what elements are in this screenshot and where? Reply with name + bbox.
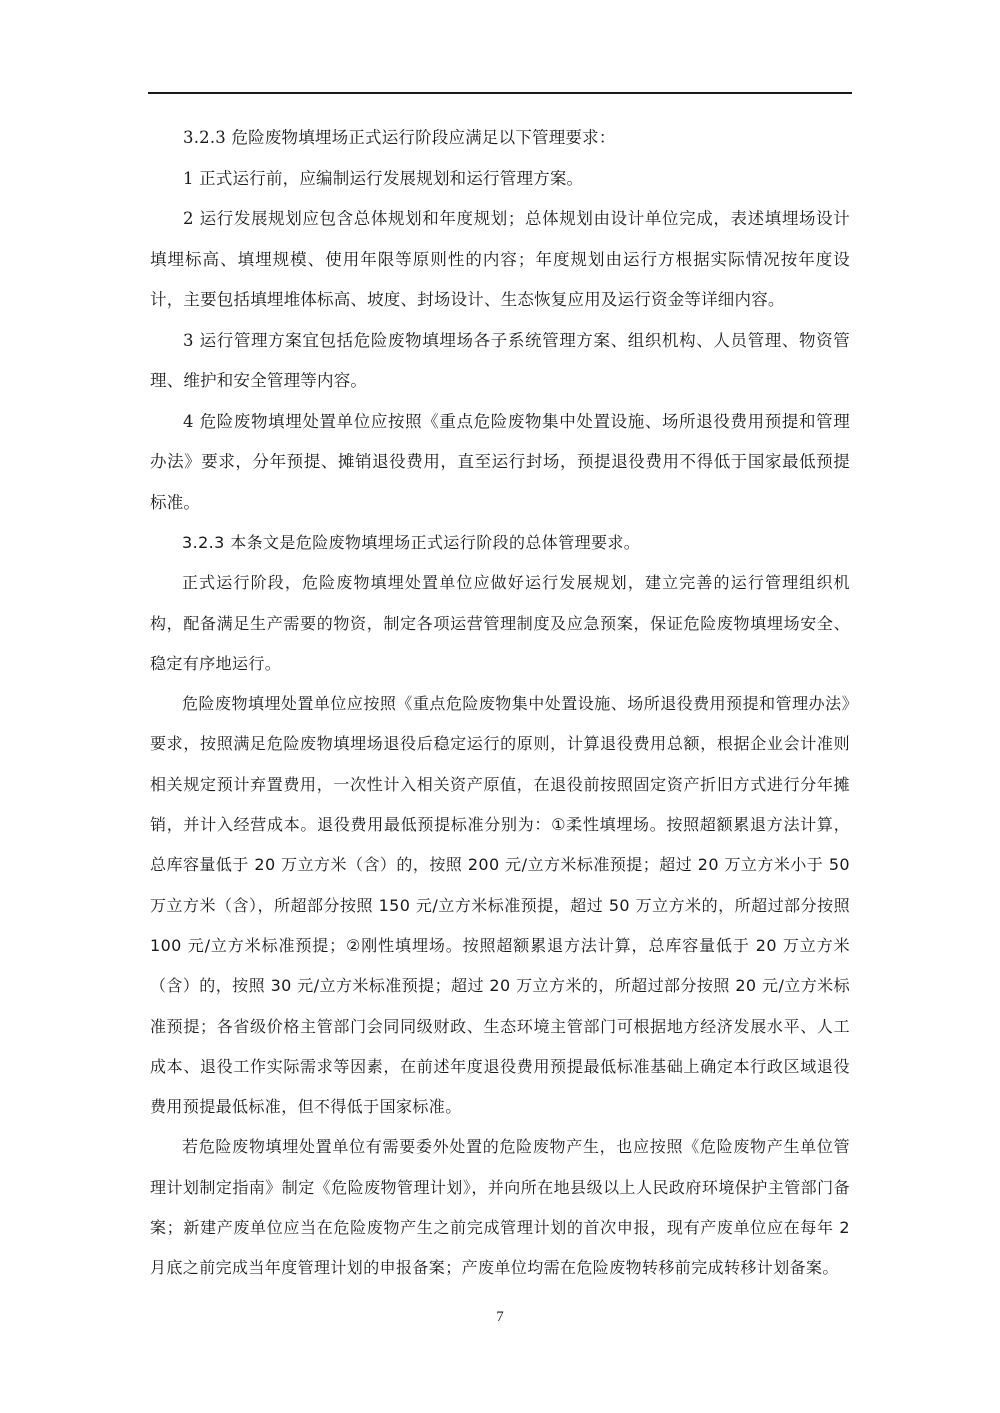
page-number: 7 bbox=[496, 1309, 504, 1325]
clause-item-4: 4 危险废物填埋处置单位应按照《重点危险废物集中处置设施、场所退役费用预提和管理办法》要求，分年预提、摊销退役费用，直至运行封场，预提退役费用不得低于国家最低预提标准。 bbox=[150, 411, 850, 512]
commentary-paragraph: 危险废物填埋处置单位应按照《重点危险废物集中处置设施、场所退役费用预提和管理办法》要求，按照满足危险废物填埋场退役后稳定运行的原则，计算退役费用总额，根据企业会计准则相关规定预计弃置费用，一次性计入相关资产原值，在退役前按照固定资产折旧方式进行分年摊销，并计入经营成本。退役费用最低预提标准分别为：①柔性填埋场。按照超额累退方法计算，总库容量低于 20 万立方米（含）的，按照 200 元/立方米标准预提；超过 20 万立方米小于 50 万立方米（含），所超部分按照 150 元/立方米标准预提，超过 50 万立方米的，所超过部分按照 100 元/立方米标准预提；②刚性填埋场。按照超额累退方法计算，总库容量低于 20 万立方米（含）的，按照 30 元/立方米标准预提；超过 20 万立方米的，所超过部分按照 20 元/立方米标准预提；各省级价格主管部门会同同级财政、生态环境主管部门可根据地方经济发展水平、人工成本、退役工作实际需求等因素，在前述年度退役费用预提最低标准基础上确定本行政区域退役费用预提最低标准，但不得低于国家标准。 bbox=[150, 694, 850, 1117]
clause-section bbox=[150, 118, 850, 523]
header-rule bbox=[148, 92, 852, 94]
clause-item-2: 2 运行发展规划应包含总体规划和年度规划；总体规划由设计单位完成，表述填埋场设计填埋标高、填埋规模、使用年限等原则性的内容；年度规划由运行方根据实际情况按年度设计，主要包括填埋堆体标高、坡度、封场设计、生态恢复应用及运行资金等详细内容。 bbox=[150, 209, 850, 309]
commentary-paragraph: 正式运行阶段，危险废物填埋处置单位应做好运行发展规划，建立完善的运行管理组织机构，配备满足生产需要的物资，制定各项运营管理制度及应急预案，保证危险废物填埋场安全、稳定有序地运行。 bbox=[150, 573, 850, 673]
clause-heading: 3.2.3 危险废物填埋场正式运行阶段应满足以下管理要求： bbox=[183, 128, 616, 147]
clause-item-1: 1 正式运行前，应编制运行发展规划和运行管理方案。 bbox=[183, 168, 584, 188]
commentary-section bbox=[150, 523, 850, 1289]
clause-item-3: 3 运行管理方案宜包括危险废物填埋场各子系统管理方案、组织机构、人员管理、物资管理、维护和安全管理等内容。 bbox=[150, 330, 850, 390]
commentary-paragraph: 若危险废物填埋处置单位有需要委外处置的危险废物产生，也应按照《危险废物产生单位管理计划制定指南》制定《危险废物管理计划》，并向所在地县级以上人民政府环境保护主管部门备案；新建产废单位应当在危险废物产生之前完成管理计划的首次申报，现有产废单位应在每年 2 月底之前完成当年度管理计划的申报备案；产废单位均需在危险废物转移前完成转移计划备案。 bbox=[150, 1137, 850, 1278]
document-body bbox=[150, 118, 850, 1289]
commentary-heading: 3.2.3 本条文是危险废物填埋场正式运行阶段的总体管理要求。 bbox=[182, 533, 641, 552]
